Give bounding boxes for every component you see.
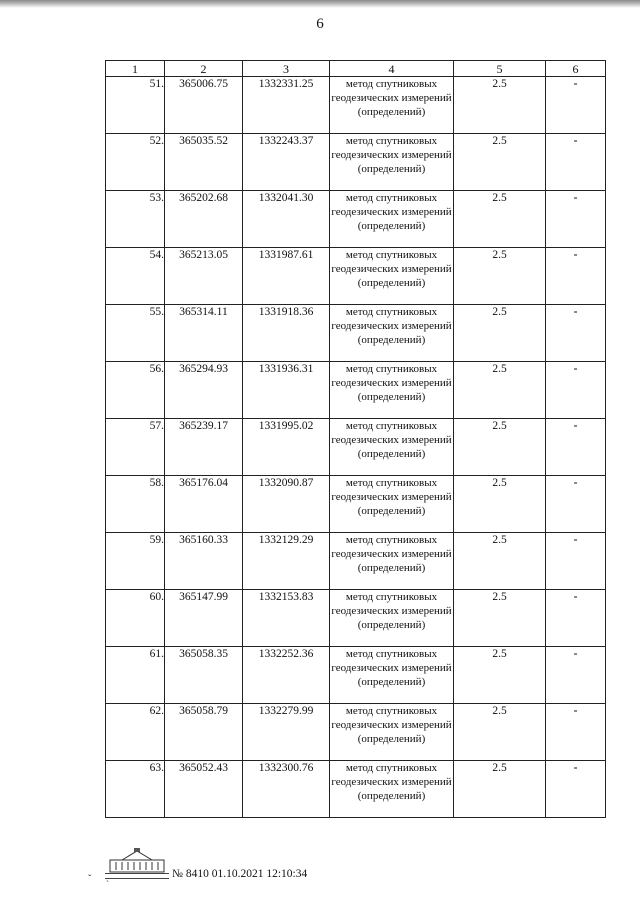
column-header: 5 bbox=[454, 61, 546, 77]
method-cell: метод спутниковых геодезических измерений (определений) bbox=[330, 647, 454, 704]
y-coordinate-cell: 1332243.37 bbox=[243, 134, 330, 191]
y-coordinate-cell: 1331995.02 bbox=[243, 419, 330, 476]
page-number: 6 bbox=[316, 16, 324, 32]
table-row bbox=[106, 362, 606, 419]
x-coordinate-cell: 365035.52 bbox=[165, 134, 243, 191]
note-cell: - bbox=[546, 476, 606, 533]
note-cell: - bbox=[546, 533, 606, 590]
y-coordinate-cell: 1331918.36 bbox=[243, 305, 330, 362]
x-coordinate-cell: 365052.43 bbox=[165, 761, 243, 818]
x-coordinate-cell: 365239.17 bbox=[165, 419, 243, 476]
method-cell: метод спутниковых геодезических измерений (определений) bbox=[330, 191, 454, 248]
table-row bbox=[106, 305, 606, 362]
method-cell: метод спутниковых геодезических измерений (определений) bbox=[330, 419, 454, 476]
note-cell: - bbox=[546, 647, 606, 704]
method-cell: метод спутниковых геодезических измерений (определений) bbox=[330, 533, 454, 590]
note-cell: - bbox=[546, 590, 606, 647]
accuracy-cell: 2.5 bbox=[454, 476, 546, 533]
row-number-cell: 57. bbox=[106, 419, 165, 476]
y-coordinate-cell: 1332279.99 bbox=[243, 704, 330, 761]
column-header: 3 bbox=[243, 61, 330, 77]
x-coordinate-cell: 365160.33 bbox=[165, 533, 243, 590]
y-coordinate-cell: 1332300.76 bbox=[243, 761, 330, 818]
accuracy-cell: 2.5 bbox=[454, 77, 546, 134]
note-cell: - bbox=[546, 305, 606, 362]
note-cell: - bbox=[546, 704, 606, 761]
x-coordinate-cell: 365176.04 bbox=[165, 476, 243, 533]
y-coordinate-cell: 1332252.36 bbox=[243, 647, 330, 704]
row-number-cell: 63. bbox=[106, 761, 165, 818]
row-number-cell: 60. bbox=[106, 590, 165, 647]
y-coordinate-cell: 1332090.87 bbox=[243, 476, 330, 533]
column-header: 2 bbox=[165, 61, 243, 77]
stamp-caption-lines bbox=[105, 873, 169, 879]
accuracy-cell: 2.5 bbox=[454, 419, 546, 476]
method-cell: метод спутниковых геодезических измерений (определений) bbox=[330, 77, 454, 134]
row-number-cell: 58. bbox=[106, 476, 165, 533]
row-number-cell: 56. bbox=[106, 362, 165, 419]
y-coordinate-cell: 1332129.29 bbox=[243, 533, 330, 590]
row-number-cell: 53. bbox=[106, 191, 165, 248]
column-header: 1 bbox=[106, 61, 165, 77]
note-cell: - bbox=[546, 191, 606, 248]
y-coordinate-cell: 1331987.61 bbox=[243, 248, 330, 305]
accuracy-cell: 2.5 bbox=[454, 590, 546, 647]
x-coordinate-cell: 365006.75 bbox=[165, 77, 243, 134]
scan-edge bbox=[0, 0, 640, 8]
method-cell: метод спутниковых геодезических измерений (определений) bbox=[330, 761, 454, 818]
row-number-cell: 55. bbox=[106, 305, 165, 362]
table-row bbox=[106, 77, 606, 134]
method-cell: метод спутниковых геодезических измерений (определений) bbox=[330, 134, 454, 191]
column-header: 4 bbox=[330, 61, 454, 77]
table-row bbox=[106, 533, 606, 590]
note-cell: - bbox=[546, 77, 606, 134]
table-row bbox=[106, 134, 606, 191]
method-cell: метод спутниковых геодезических измерений (определений) bbox=[330, 590, 454, 647]
row-number-cell: 61. bbox=[106, 647, 165, 704]
accuracy-cell: 2.5 bbox=[454, 647, 546, 704]
government-building-stamp-icon bbox=[108, 848, 166, 874]
accuracy-cell: 2.5 bbox=[454, 533, 546, 590]
accuracy-cell: 2.5 bbox=[454, 362, 546, 419]
x-coordinate-cell: 365202.68 bbox=[165, 191, 243, 248]
accuracy-cell: 2.5 bbox=[454, 191, 546, 248]
table-row bbox=[106, 761, 606, 818]
accuracy-cell: 2.5 bbox=[454, 704, 546, 761]
x-coordinate-cell: 365314.11 bbox=[165, 305, 243, 362]
scan-speck: ˋ bbox=[106, 880, 110, 891]
table-row bbox=[106, 476, 606, 533]
x-coordinate-cell: 365058.35 bbox=[165, 647, 243, 704]
accuracy-cell: 2.5 bbox=[454, 248, 546, 305]
method-cell: метод спутниковых геодезических измерений (определений) bbox=[330, 248, 454, 305]
note-cell: - bbox=[546, 134, 606, 191]
coordinates-table bbox=[105, 60, 606, 818]
x-coordinate-cell: 365147.99 bbox=[165, 590, 243, 647]
table-row bbox=[106, 419, 606, 476]
note-cell: - bbox=[546, 248, 606, 305]
method-cell: метод спутниковых геодезических измерений (определений) bbox=[330, 362, 454, 419]
note-cell: - bbox=[546, 761, 606, 818]
accuracy-cell: 2.5 bbox=[454, 305, 546, 362]
table-row bbox=[106, 191, 606, 248]
registration-number: № 8410 01.10.2021 12:10:34 bbox=[172, 868, 308, 880]
y-coordinate-cell: 1332153.83 bbox=[243, 590, 330, 647]
table-row bbox=[106, 248, 606, 305]
y-coordinate-cell: 1332041.30 bbox=[243, 191, 330, 248]
x-coordinate-cell: 365058.79 bbox=[165, 704, 243, 761]
method-cell: метод спутниковых геодезических измерений (определений) bbox=[330, 305, 454, 362]
row-number-cell: 54. bbox=[106, 248, 165, 305]
method-cell: метод спутниковых геодезических измерений (определений) bbox=[330, 476, 454, 533]
y-coordinate-cell: 1332331.25 bbox=[243, 77, 330, 134]
y-coordinate-cell: 1331936.31 bbox=[243, 362, 330, 419]
accuracy-cell: 2.5 bbox=[454, 134, 546, 191]
x-coordinate-cell: 365213.05 bbox=[165, 248, 243, 305]
row-number-cell: 59. bbox=[106, 533, 165, 590]
note-cell: - bbox=[546, 362, 606, 419]
row-number-cell: 62. bbox=[106, 704, 165, 761]
accuracy-cell: 2.5 bbox=[454, 761, 546, 818]
table-row bbox=[106, 647, 606, 704]
table-row bbox=[106, 704, 606, 761]
method-cell: метод спутниковых геодезических измерений (определений) bbox=[330, 704, 454, 761]
x-coordinate-cell: 365294.93 bbox=[165, 362, 243, 419]
column-header: 6 bbox=[546, 61, 606, 77]
table-header-row bbox=[106, 61, 606, 77]
table-row bbox=[106, 590, 606, 647]
note-cell: - bbox=[546, 419, 606, 476]
scan-speck: ˇ bbox=[88, 874, 92, 885]
row-number-cell: 52. bbox=[106, 134, 165, 191]
row-number-cell: 51. bbox=[106, 77, 165, 134]
